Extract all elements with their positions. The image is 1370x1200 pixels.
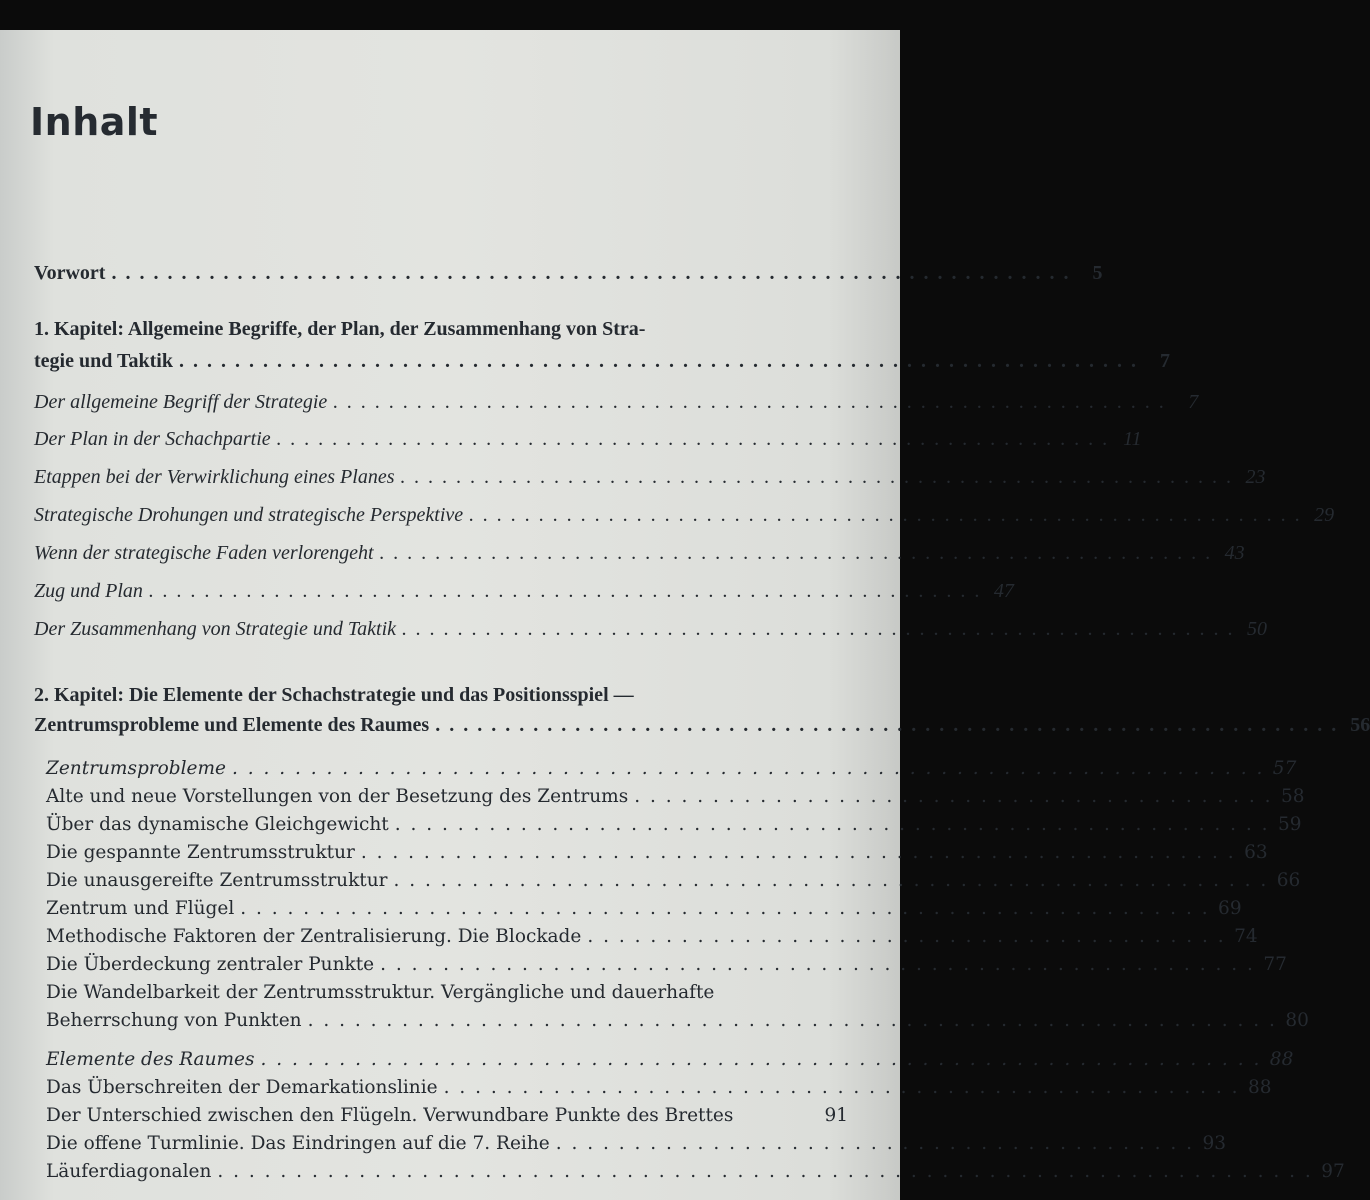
- toc-label: Die Überdeckung zentraler Punkte: [46, 954, 375, 975]
- toc-leader: . . . . . . . . . . . . . . . . . . . . . . . . . . . . . . . . . . . . . . . . . . . . . . . . . . . . . . . . . . . .: [400, 466, 1234, 488]
- toc-leader: . . . . . . . . . . . . . . . . . . . . . . . . . . . . . . . . . . . . . . . . . . . . . . . . . . . . . . . . . . . .: [379, 542, 1213, 564]
- toc-entry: [46, 1161, 1345, 1182]
- toc-label: Alte und neue Vorstellungen von der Besetzung des Zentrums: [46, 786, 629, 807]
- toc-label: Wenn der strategische Faden verlorengeht: [34, 542, 374, 564]
- page-title: Inhalt: [30, 100, 159, 144]
- toc-page-number: 50: [1247, 618, 1268, 640]
- toc-page-number: 29: [1314, 504, 1335, 526]
- toc-entry: [34, 391, 1199, 414]
- toc-leader: . . . . . . . . . . . . . . . . . . . . . . . . . . . . . . . . . . . . . . . . . . . . . . . . . . .: [443, 1077, 1240, 1098]
- toc-page-number: 5: [1092, 262, 1103, 284]
- toc-page-number: 97: [1321, 1161, 1345, 1182]
- toc-leader: . . . . . . . . . . . . . . . . . . . . . . . . . . . . . . . . . . . . . . . . .: [587, 926, 1226, 947]
- toc-page-number: 23: [1245, 466, 1266, 488]
- toc-label: Zentrumsprobleme und Elemente des Raumes: [34, 714, 430, 736]
- toc-label: Der Zusammenhang von Strategie und Taktik: [34, 618, 397, 640]
- toc-entry-chapter-2: [34, 714, 1370, 737]
- toc-label: Etappen bei der Verwirklichung eines Planes: [34, 466, 395, 488]
- toc-label: Der allgemeine Begriff der Strategie: [34, 391, 328, 413]
- toc-entry: [46, 814, 1302, 835]
- toc-leader: . . . . . . . . . . . . . . . . . . . . . . . . . . . . . . . . . . . . . . . . . . . . . . . . . . . . . . . . . . . . . .: [240, 898, 1210, 919]
- toc-label: Das Überschreiten der Demarkationslinie: [46, 1077, 438, 1098]
- toc-leader: . . . . . . . . . . . . . . . . . . . . . . . . . . . . . . . . . . . . . . . . . . . . . . . . . . . . . . . . . . . . . .: [307, 1010, 1277, 1031]
- toc-page-number: 7: [1159, 350, 1170, 372]
- toc-page-number: 74: [1234, 926, 1258, 947]
- toc-leader: . . . . . . . . . . . . . . . . . . . . . . . . . . . . . . . . . . . . . . . . . . . . . . . . . . . . . . . . . . . . . . . . . . . . . .: [217, 1161, 1313, 1182]
- toc-leader: . . . . . . . . . . . . . . . . . . . . . . . . . . . . . . . . . . . . . . . . .: [634, 786, 1273, 807]
- toc-page-number: 11: [1123, 428, 1142, 450]
- toc-label: Beherrschung von Punkten: [46, 1010, 302, 1031]
- toc-page-number: 43: [1224, 542, 1245, 564]
- toc-leader: . . . . . . . . . . . . . . . . . . . . . . . . . . . . . . . . . . . . . . . . . . . . . . . . . . . . . . . . . . . . . . . . . . . . .: [178, 350, 1138, 372]
- toc-entry: [46, 1077, 1272, 1098]
- toc-entry: [46, 1133, 1227, 1154]
- toc-label: Strategische Drohungen und strategische Perspektive: [34, 504, 464, 526]
- toc-section-zentrumsprobleme: [46, 758, 1297, 779]
- toc-leader: . . . . . . . . . . . . . . . . . . . . . . . . . . . . . . . . . . . . . . . . .: [555, 1133, 1195, 1154]
- toc-entry: [46, 954, 1287, 975]
- toc-entry-line-1: Die Wandelbarkeit der Zentrumsstruktur. Vergängliche und dauerhafte: [46, 982, 715, 1003]
- toc-label: Methodische Faktoren der Zentralisierung. Die Blockade: [46, 926, 582, 947]
- toc-page-number: 88: [1248, 1077, 1272, 1098]
- toc-entry-vorwort: [34, 262, 1103, 285]
- toc-entry-chapter-1: [34, 350, 1170, 373]
- toc-leader: . . . . . . . . . . . . . . . . . . . . . . . . . . . . . . . . . . . . . . . . . . . . . . . . . . . . . . . . . . . .: [333, 391, 1167, 413]
- book-page: [0, 30, 1370, 1200]
- toc-entry: [34, 580, 1014, 603]
- toc-page-number: 56: [1350, 714, 1370, 736]
- toc-leader: . . . . . . . . . . . . . . . . . . . . . . . . . . . . . . . . . . . . . . . . . . . . . . . . . . . . . . . .: [360, 842, 1236, 863]
- toc-label: tegie und Taktik: [34, 350, 173, 372]
- toc-entry: [46, 926, 1258, 947]
- toc-entry: [34, 618, 1268, 641]
- toc-label: Der Unterschied zwischen den Flügeln. Verwundbare Punkte des Brettes: [46, 1105, 734, 1126]
- toc-leader: . . . . . . . . . . . . . . . . . . . . . . . . . . . . . . . . . . . . . . . . . . . . . . . . . . . . . . . . . . . . . . . .: [260, 1049, 1262, 1070]
- toc-label: Zentrum und Flügel: [46, 898, 235, 919]
- toc-label: Elemente des Raumes: [46, 1049, 255, 1070]
- toc-leader: . . . . . . . . . . . . . . . . . . . . . . . . . . . . . . . . . . . . . . . . . . . . . . . . . . . . . . . .: [393, 870, 1269, 891]
- toc-entry: [34, 542, 1245, 565]
- toc-entry: [46, 898, 1242, 919]
- toc-page-number: 47: [993, 580, 1014, 602]
- toc-leader: . . . . . . . . . . . . . . . . . . . . . . . . . . . . . . . . . . . . . . . . . . . . . . . . . . . . . . . . . . . . . . . . . . . . .: [111, 262, 1071, 284]
- toc-entry: [34, 466, 1266, 489]
- toc-page-number: 58: [1281, 786, 1305, 807]
- toc-label: Über das dynamische Gleichgewicht: [46, 814, 389, 835]
- toc-label: Zentrumsprobleme: [46, 758, 226, 779]
- toc-leader: . . . . . . . . . . . . . . . . . . . . . . . . . . . . . . . . . . . . . . . . . . . . . . . . . . . . . . . .: [380, 954, 1255, 975]
- toc-entry: [46, 1010, 1309, 1031]
- toc-entry: [46, 842, 1268, 863]
- toc-entry: [46, 1105, 848, 1126]
- toc-page-number: 63: [1244, 842, 1268, 863]
- toc-label: Die offene Turmlinie. Das Eindringen auf die 7. Reihe: [46, 1133, 550, 1154]
- toc-page-number: 93: [1202, 1133, 1227, 1154]
- toc-leader: . . . . . . . . . . . . . . . . . . . . . . . . . . . . . . . . . . . . . . . . . . . . . . . . . . . . . . . . . . . . . . . . .: [435, 714, 1339, 736]
- chapter-1-heading-line-1: 1. Kapitel: Allgemeine Begriffe, der Plan, der Zusammenhang von Stra-: [34, 318, 646, 340]
- toc-label: Der Plan in der Schachpartie: [34, 428, 271, 450]
- toc-label: Vorwort: [34, 262, 106, 284]
- toc-entry: [46, 870, 1301, 891]
- toc-page-number: 80: [1285, 1010, 1309, 1031]
- toc-page-number: 77: [1263, 954, 1287, 975]
- toc-leader: . . . . . . . . . . . . . . . . . . . . . . . . . . . . . . . . . . . . . . . . . . . . . . . . . . . . . . . .: [394, 814, 1270, 835]
- toc-section-elemente-des-raumes: [46, 1049, 1294, 1070]
- toc-leader: . . . . . . . . . . . . . . . . . . . . . . . . . . . . . . . . . . . . . . . . . . . . . . . . . . . . . . . . . . . .: [469, 504, 1303, 526]
- toc-label: Die unausgereifte Zentrumsstruktur: [46, 870, 388, 891]
- toc-page-number: 7: [1188, 391, 1199, 413]
- toc-leader: . . . . . . . . . . . . . . . . . . . . . . . . . . . . . . . . . . . . . . . . . . . . . . . . . . . . . . . . . . . . . . . . . .: [231, 758, 1265, 779]
- toc-leader: . . . . . . . . . . . . . . . . . . . . . . . . . . . . . . . . . . . . . . . . . . . . . . . . . . . . . . . . . . . .: [148, 580, 982, 602]
- toc-page-number: 69: [1218, 898, 1242, 919]
- toc-page-number: 88: [1269, 1049, 1294, 1070]
- toc-leader: . . . . . . . . . . . . . . . . . . . . . . . . . . . . . . . . . . . . . . . . . . . . . . . . . . . . . . . . . . . .: [276, 428, 1110, 450]
- toc-page-number: 66: [1276, 870, 1301, 891]
- toc-entry: [34, 504, 1335, 527]
- toc-leader: . . . . . . . . . . . . . . . . . . . . . . . . . . . . . . . . . . . . . . . . . . . . . . . . . . . . . . . . . . . .: [402, 618, 1236, 640]
- toc-page-number: 57: [1272, 758, 1297, 779]
- toc-entry: [34, 428, 1142, 451]
- toc-label: Zug und Plan: [34, 580, 143, 602]
- toc-entry: [46, 786, 1305, 807]
- toc-label: Die gespannte Zentrumsstruktur: [46, 842, 355, 863]
- chapter-2-heading-line-1: 2. Kapitel: Die Elemente der Schachstrategie und das Positionsspiel —: [34, 684, 634, 706]
- toc-label: Läuferdiagonalen: [46, 1161, 212, 1182]
- toc-page-number: 59: [1277, 814, 1302, 835]
- toc-page-number: 91: [824, 1105, 848, 1126]
